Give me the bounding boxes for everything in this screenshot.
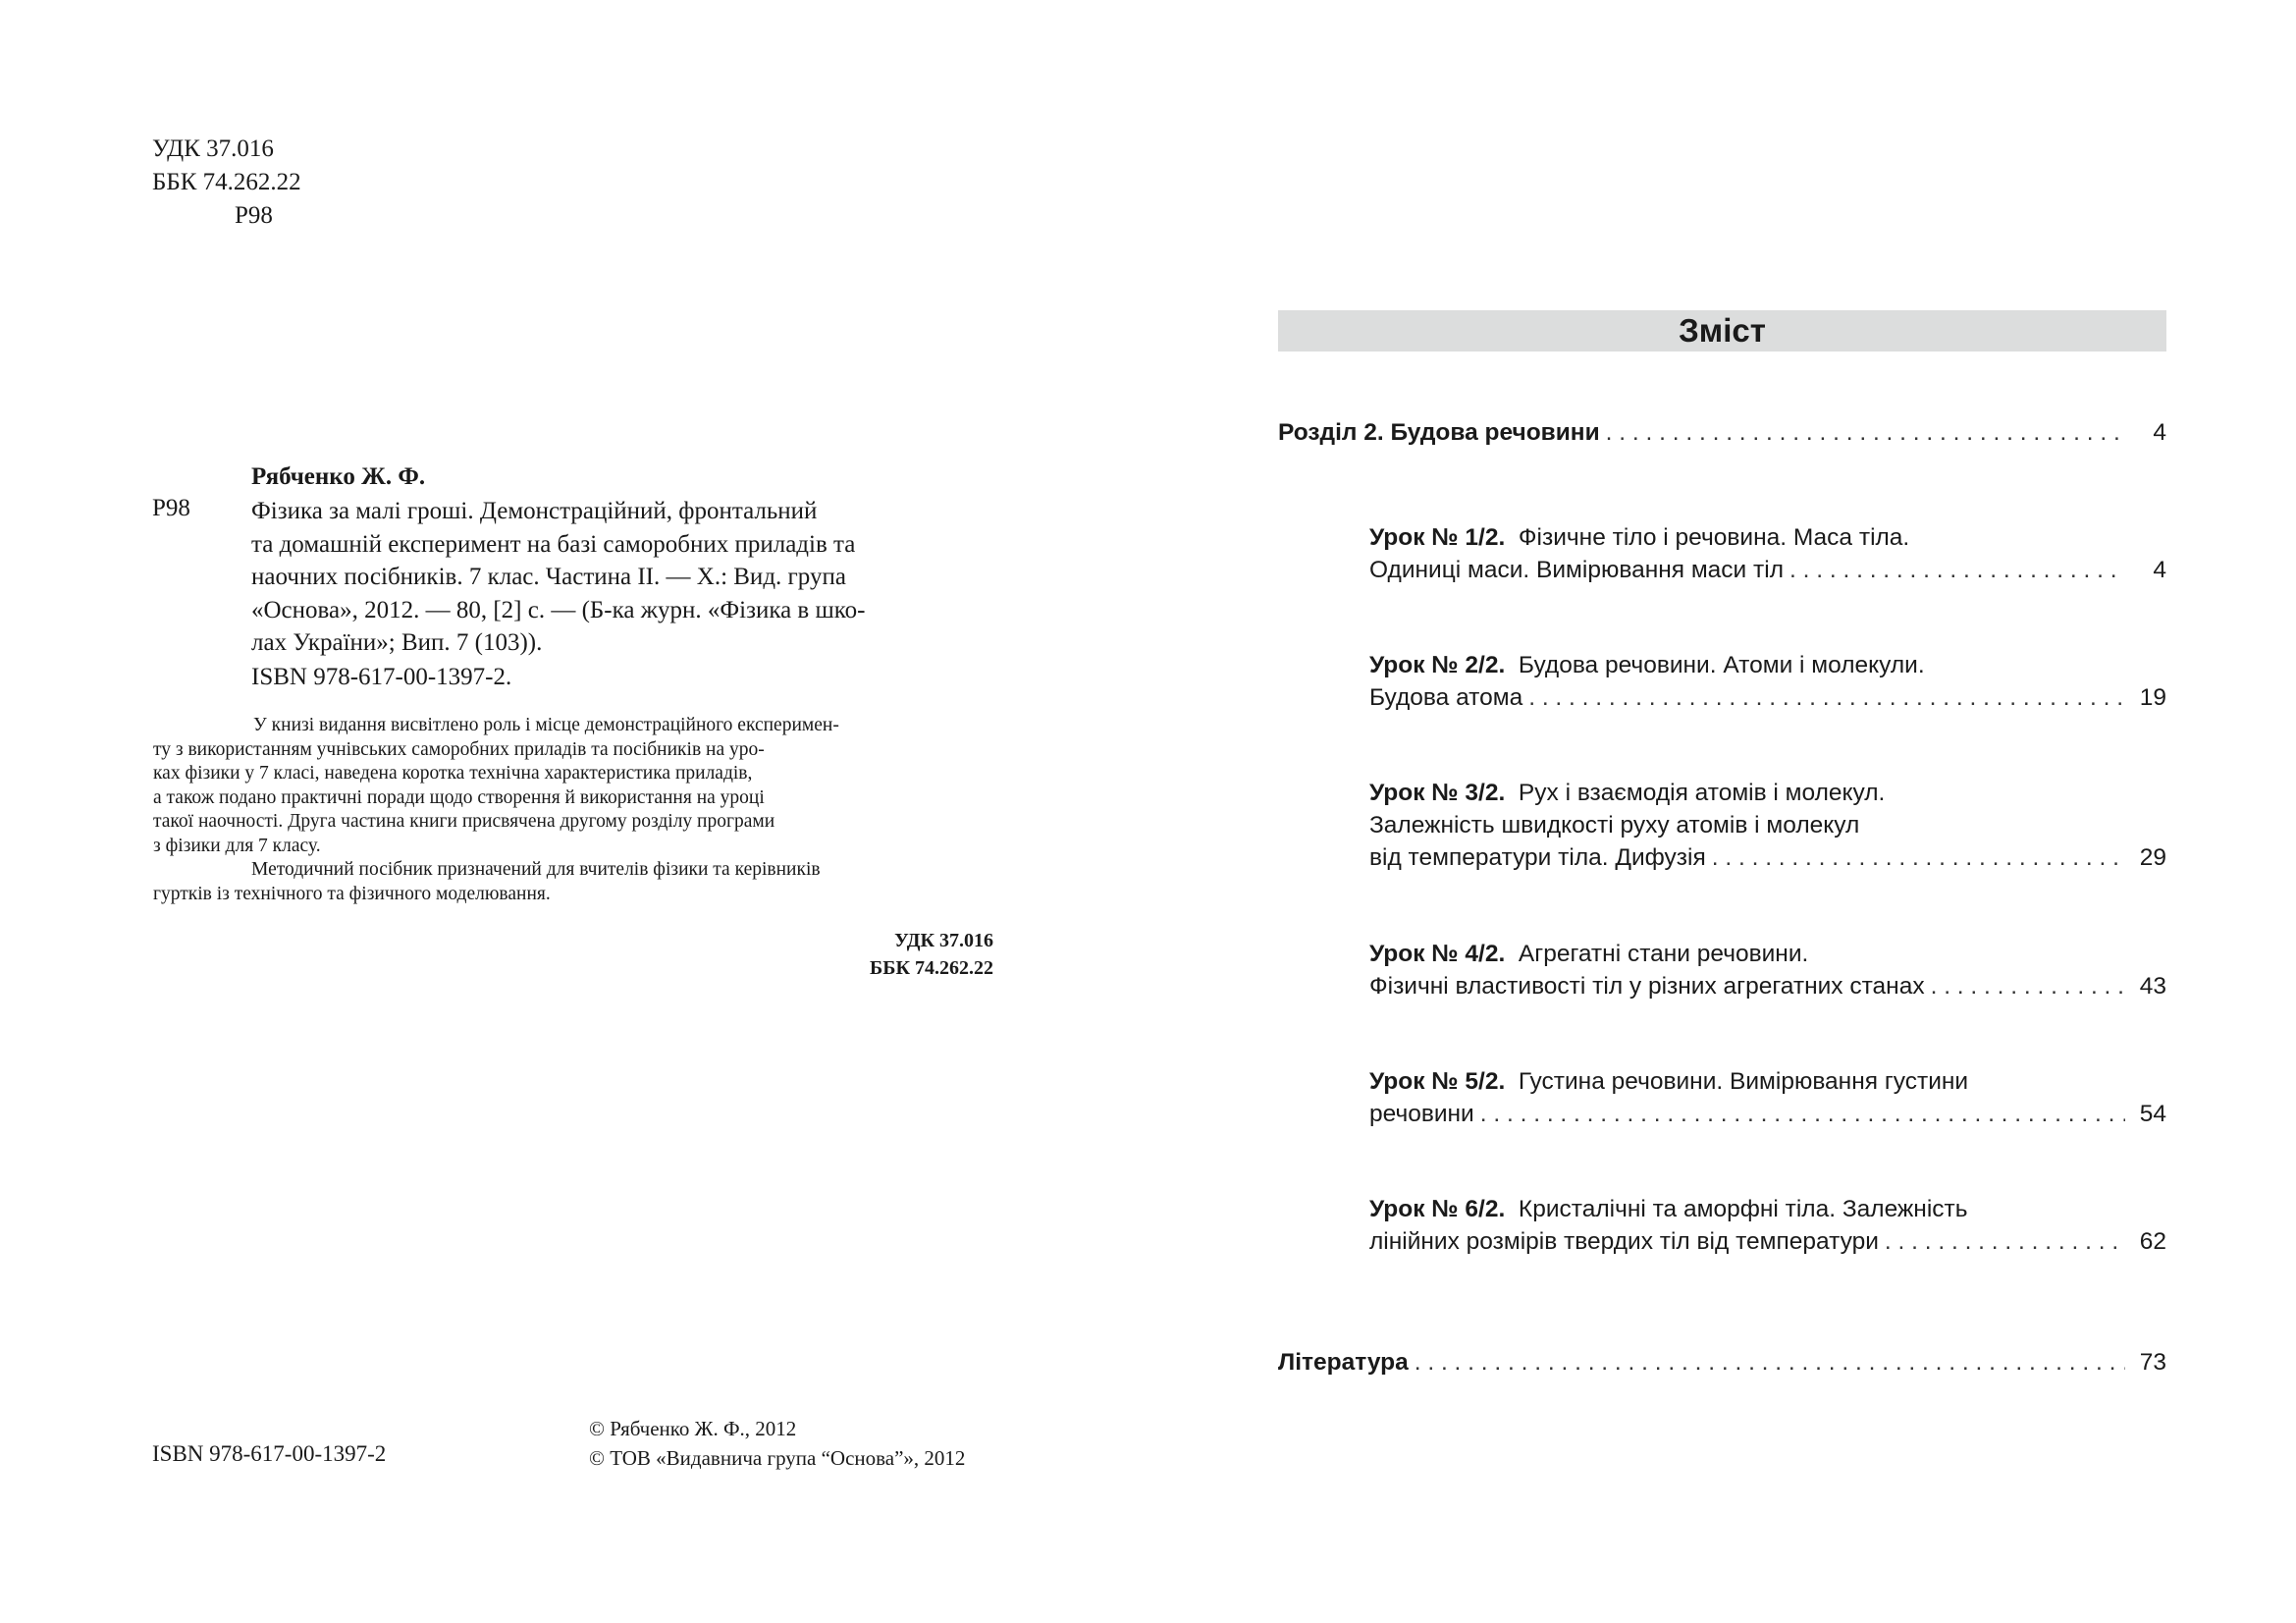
toc-page-number: 29 <box>2139 844 2166 871</box>
leader-dots <box>1528 681 2125 714</box>
annotation-line: гуртків із технічного та фізичного моделювання. <box>153 883 551 904</box>
annotation-line: Методичний посібник призначений для вчителів фізики та керівників <box>251 859 821 880</box>
toc-lesson-entry[interactable] <box>1369 938 2166 1002</box>
lesson-number: Урок № 1/2. <box>1369 524 1506 551</box>
lesson-title-line: Будова атома <box>1369 684 1523 711</box>
annotation-bbk: ББК 74.262.22 <box>870 957 993 979</box>
lesson-title-line: Густина речовини. Вимірювання густини <box>1518 1068 1969 1095</box>
isbn-footer: ISBN 978-617-00-1397-2 <box>152 1441 387 1466</box>
lesson-title-line: речовини <box>1369 1101 1474 1127</box>
toc-page-number: 62 <box>2139 1228 2166 1255</box>
lesson-title-line: Одиниці маси. Вимірювання маси тіл <box>1369 557 1785 583</box>
toc-page-number: 43 <box>2139 973 2166 1000</box>
copyright-publisher: © ТОВ «Видавнича група “Основа”», 2012 <box>589 1446 966 1470</box>
leader-dots <box>1415 1346 2125 1379</box>
lesson-title-line: Будова речовини. Атоми і молекули. <box>1518 652 1925 678</box>
copyright-block <box>589 1414 965 1473</box>
udk-code: УДК 37.016 <box>152 135 274 162</box>
lesson-title-line: Фізичні властивості тіл у різних агрегатних станах <box>1369 973 1925 1000</box>
biblio-line: Фізика за малі гроші. Демонстраційний, фронтальний <box>251 498 818 524</box>
leader-dots <box>1885 1225 2125 1258</box>
bbk-code: ББК 74.262.22 <box>152 169 301 195</box>
toc-lesson-entry[interactable] <box>1369 521 2166 586</box>
toc-page-number: 4 <box>2153 419 2166 446</box>
copyright-author: © Рябченко Ж. Ф., 2012 <box>589 1417 797 1440</box>
bibliographic-description <box>251 495 993 660</box>
biblio-line: «Основа», 2012. — 80, [2] с. — (Б-ка журн. «Фізика в шко- <box>251 596 866 623</box>
leader-dots <box>1606 416 2125 449</box>
lesson-number: Урок № 5/2. <box>1369 1068 1506 1095</box>
toc-title: Зміст <box>1679 312 1766 349</box>
lesson-title-line: лінійних розмірів твердих тіл від температури <box>1369 1228 1879 1255</box>
annotation-line: такої наочності. Друга частина книги присвячена другому розділу програми <box>153 811 775 832</box>
toc-page-number: 54 <box>2139 1101 2166 1127</box>
annotation-line: ках фізики у 7 класі, наведена коротка технічна характеристика приладів, <box>153 763 753 784</box>
toc-page-number: 19 <box>2139 684 2166 711</box>
annotation <box>153 714 993 906</box>
biblio-line: лах України»; Вип. 7 (103)). <box>251 629 543 656</box>
leader-dots <box>1931 970 2125 1002</box>
annotation-line: У книзі видання висвітлено роль і місце демонстраційного експеримен- <box>253 715 839 735</box>
lesson-number: Урок № 4/2. <box>1369 941 1506 967</box>
toc-literature-label: Література <box>1278 1349 1409 1376</box>
catalog-mark: Р98 <box>152 495 190 521</box>
lesson-title-line: Фізичне тіло і речовина. Маса тіла. <box>1518 524 1910 551</box>
lesson-title-line: від температури тіла. Дифузія <box>1369 844 1706 871</box>
toc-lesson-entry[interactable] <box>1369 1065 2166 1130</box>
toc-lesson-entry[interactable] <box>1369 1193 2166 1258</box>
toc-title-bar <box>1278 310 2166 352</box>
author-name: Рябченко Ж. Ф. <box>251 463 426 490</box>
lesson-title-line: Кристалічні та аморфні тіла. Залежність <box>1518 1196 1968 1222</box>
annotation-codes <box>589 927 993 982</box>
leader-dots <box>1712 841 2125 874</box>
annotation-udk: УДК 37.016 <box>894 930 993 951</box>
lesson-title-line: Рух і взаємодія атомів і молекул. <box>1518 780 1886 806</box>
annotation-line: ту з використанням учнівських саморобних приладів та посібників на уро- <box>153 738 765 760</box>
leader-dots <box>1480 1098 2125 1130</box>
lesson-number: Урок № 2/2. <box>1369 652 1506 678</box>
classification-codes <box>152 133 301 233</box>
toc-page-number: 73 <box>2139 1349 2166 1376</box>
lesson-number: Урок № 3/2. <box>1369 780 1506 806</box>
toc-literature-entry[interactable] <box>1278 1346 2166 1379</box>
lesson-number: Урок № 6/2. <box>1369 1196 1506 1222</box>
lesson-title-line: Залежність швидкості руху атомів і молекул <box>1369 812 1860 839</box>
toc-page-number: 4 <box>2153 557 2166 583</box>
toc-section-entry[interactable] <box>1278 416 2166 449</box>
leader-dots <box>1789 554 2125 586</box>
biblio-line: та домашній експеримент на базі саморобних приладів та <box>251 530 856 558</box>
toc-lesson-entry[interactable] <box>1369 777 2166 874</box>
toc-lesson-entry[interactable] <box>1369 649 2166 714</box>
author-mark: Р98 <box>235 202 273 229</box>
lesson-title-line: Агрегатні стани речовини. <box>1518 941 1809 967</box>
biblio-line: наочних посібників. 7 клас. Частина II. — Х.: Вид. група <box>251 564 846 590</box>
annotation-line: а також подано практичні поради щодо створення й використання на уроці <box>153 786 765 808</box>
toc-section-label: Розділ 2. Будова речовини <box>1278 419 1600 446</box>
isbn-line: ISBN 978-617-00-1397-2. <box>251 664 512 690</box>
annotation-line: з фізики для 7 класу. <box>153 835 321 856</box>
